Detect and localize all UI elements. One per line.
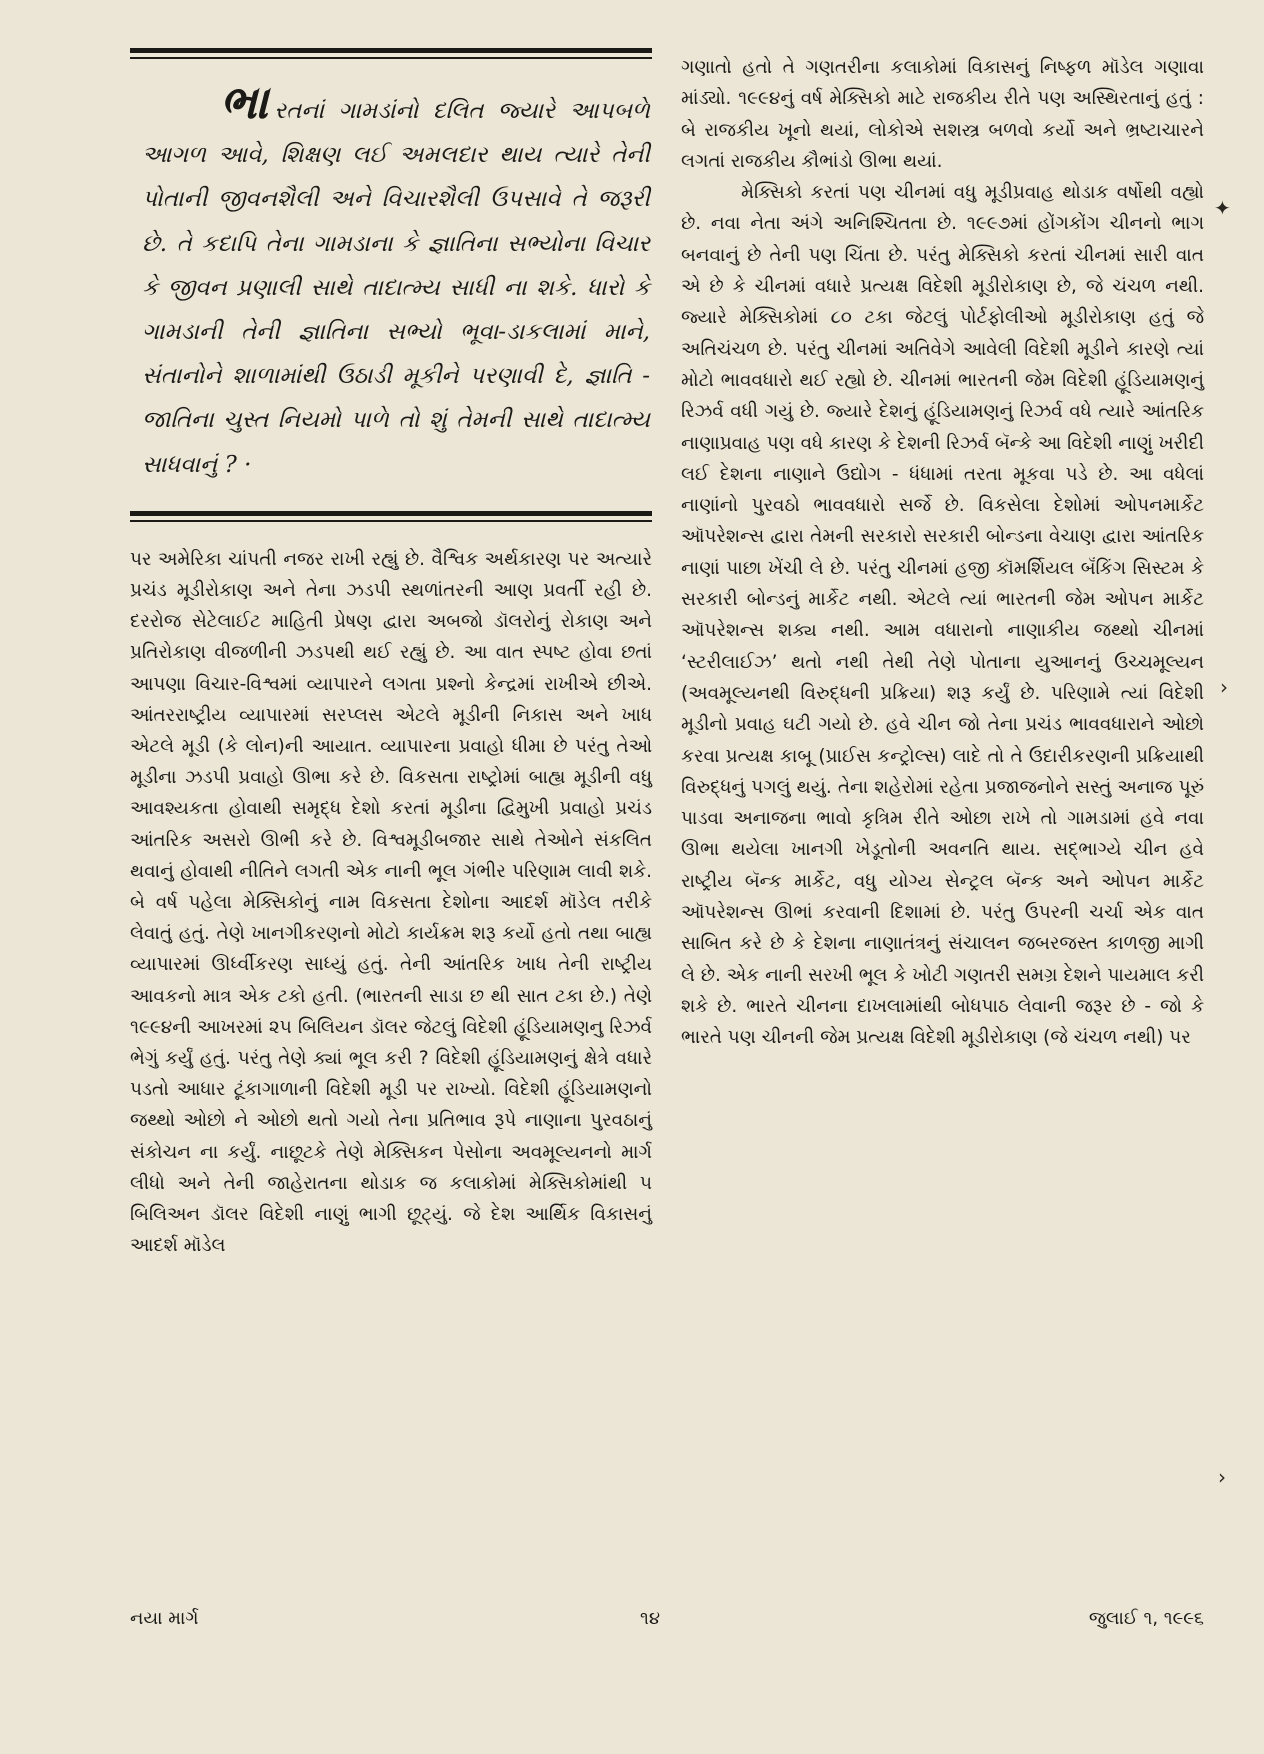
- drop-cap: ભા: [220, 75, 269, 129]
- margin-mark: ✦: [1214, 196, 1231, 220]
- page-footer: [130, 1608, 1204, 1638]
- right-column: [681, 52, 1204, 1054]
- top-rule: [130, 48, 652, 59]
- page-number: ૧૪: [640, 1608, 660, 1629]
- issue-date: જુલાઈ ૧, ૧૯૯૬: [1088, 1608, 1204, 1629]
- left-body-text: પર અમેરિકા ચાંપતી નજર રાખી રહ્યું છે. વૈશ્વિક અર્થકારણ પર અત્યારે પ્રચંડ મૂડીરોકાણ અને તેના ઝડપી સ્થળાંતરની આણ પ્રવર્તી રહી છે. દરરોજ સેટેલાઈટ માહિતી પ્રેષણ દ્વારા અબજો ડૉલરોનું રોકાણ અને પ્રતિરોકાણ વીજળીની ઝડપથી થઈ રહ્યું છે. આ વાત સ્પષ્ટ હોવા છતાં આપણા વિચાર-વિશ્વમાં વ્યાપારને લગતા પ્રશ્નો કેન્દ્રમાં રાખીએ છીએ. આંતરરાષ્ટ્રીય વ્યાપારમાં સરપ્લસ એટલે મૂડીની નિકાસ અને ખાધ એટલે મૂડી (કે લોન)ની આયાત. વ્યાપારના પ્રવાહો ધીમા છે પરંતુ તેઓ મૂડીના ઝડપી પ્રવાહો ઊભા કરે છે. વિકસતા રાષ્ટ્રોમાં બાહ્ય મૂડીની વધુ આવશ્યકતા હોવાથી સમૃદ્ધ દેશો કરતાં મૂડીના દ્વિમુખી પ્રવાહો પ્રચંડ આંતરિક અસરો ઊભી કરે છે. વિશ્વમૂડીબજાર સાથે તેઓને સંકલિત થવાનું હોવાથી નીતિને લગતી એક નાની ભૂલ ગંભીર પરિણામ લાવી શકે. બે વર્ષ પહેલા મેક્સિકોનું નામ વિકસતા દેશોના આદર્શ મૉડેલ તરીકે લેવાતું હતું. તેણે ખાનગીકરણનો મોટો કાર્યક્રમ શરૂ કર્યો હતો તથા બાહ્ય વ્યાપારમાં ઊર્ધ્વીકરણ સાધ્યું હતું. તેની આંતરિક ખાધ તેની રાષ્ટ્રીય આવકનો માત્ર એક ટકો હતી. (ભારતની સાડા છ થી સાત ટકા છે.) તેણે ૧૯૯૪ની આખરમાં ૨૫ બિલિયન ડૉલર જેટલું વિદેશી હૂંડિયામણનુ રિઝર્વ ભેગું કર્યું હતું. પરંતુ તેણે ક્યાં ભૂલ કરી ? વિદેશી હૂંડિયામણનું ક્ષેત્રે વધારે પડતો આધાર ટૂંકાગાળાની વિદેશી મૂડી પર રાખ્યો. વિદેશી હૂંડિયામણનો જથ્થો ઓછો ને ઓછો થતો ગયો તેના પ્રતિભાવ રૂપે નાણાના પુરવઠાનું સંકોચન ના કર્યું. નાછૂટકે તેણે મેક્સિકન પેસોના અવમૂલ્યનનો માર્ગ લીધો અને તેની જાહેરાતના થોડાક જ કલાકોમાં મેક્સિકોમાંથી ૫ બિલિઅન ડૉલર વિદેશી નાણું ભાગી છૂટ્યું. જે દેશ આર્થિક વિકાસનું આદર્શ મૉડેલ: [130, 548, 652, 1257]
- right-body-text: [681, 52, 1204, 1054]
- bottom-rule: [130, 511, 652, 522]
- pull-quote-text: રતનાં ગામડાંનો દલિત જ્યારે આપબળે આગળ આવે, શિક્ષણ લઈ અમલદાર થાય ત્યારે તેની પોતાની જીવનશૈલી અને વિચારશૈલી ઉપસાવે તે જરૂરી છે. તે કદાપિ તેના ગામડાના કે જ્ઞાતિના સભ્યોના વિચાર કે જીવન પ્રણાલી સાથે તાદાત્મ્ય સાધી ના શકે. ધારો કે ગામડાની તેની જ્ઞાતિના સભ્યો ભૂવા-ડાકલામાં માને, સંતાનોને શાળામાંથી ઉઠાડી મૂકીને પરણાવી દે, જ્ઞાતિ - જાતિના ચુસ્ત નિયમો પાળે તો શું તેમની સાથે તાદાત્મ્ય સાધવાનું ? ·: [142, 98, 650, 478]
- margin-mark: ›: [1218, 1465, 1226, 1489]
- paragraph-1: ગણાતો હતો તે ગણતરીના કલાકોમાં વિકાસનું નિષ્ફળ મૉડેલ ગણાવા માંડ્યો. ૧૯૯૪નું વર્ષ મેક્સિકો માટે રાજકીય રીતે પણ અસ્થિરતાનું હતું : બે રાજકીય ખૂનો થયાં, લોકોએ સશસ્ત્ર બળવો કર્યો અને ભ્રષ્ટાચારને લગતાં રાજકીય કૌભાંડો ઊભા થયાં.: [681, 57, 1204, 172]
- paragraph-2: મેક્સિકો કરતાં પણ ચીનમાં વધુ મૂડીપ્રવાહ થોડાક વર્ષોથી વહ્યો છે. નવા નેતા અંગે અનિશ્ચિતતા છે. ૧૯૯૭માં હોંગકોંગ ચીનનો ભાગ બનવાનું છે તેની પણ ચિંતા છે. પરંતુ મેક્સિકો કરતાં ચીનમાં સારી વાત એ છે કે ચીનમાં વધારે પ્રત્યક્ષ વિદેશી મૂડીરોકાણ છે, જે ચંચળ નથી. જ્યારે મેક્સિકોમાં ૮૦ ટકા જેટલું પોર્ટફોલીઓ મૂડીરોકાણ હતું જે અતિચંચળ છે. પરંતુ ચીનમાં અતિવેગે આવેલી વિદેશી મૂડીને કારણે ત્યાં મોટો ભાવવધારો થઈ રહ્યો છે. ચીનમાં ભારતની જેમ વિદેશી હૂંડિયામણનું રિઝર્વ વધી ગયું છે. જ્યારે દેશનું હૂંડિયામણનું રિઝર્વ વધે ત્યારે આંતરિક નાણાપ્રવાહ પણ વધે કારણ કે દેશની રિઝર્વ બૅન્કે આ વિદેશી નાણું ખરીદી લઈ દેશના નાણાને ઉદ્યોગ - ધંધામાં તરતા મૂકવા પડે છે. આ વધેલાં નાણાંનો પુરવઠો ભાવવધારો સર્જે છે. વિકસેલા દેશોમાં ઓપનમાર્કેટ ઑપરેશન્સ દ્વારા તેમની સરકારો સરકારી બોન્ડના વેચાણ દ્વારા આંતરિક નાણાં પાછા ખેંચી લે છે. પરંતુ ચીનમાં હજી કૉમર્શિયલ બૅંકિંગ સિસ્ટમ કે સરકારી બોન્ડનું માર્કેટ નથી. એટલે ત્યાં ભારતની જેમ ઓપન માર્કેટ ઑપરેશન્સ શક્ય નથી. આમ વધારાનો નાણાકીય જથ્થો ચીનમાં ‘સ્ટરીલાઈઝ’ થતો નથી તેથી તેણે પોતાના યુઆનનું ઉચ્ચમૂલ્યન (અવમૂલ્યનથી વિરુદ્ધની પ્રક્રિયા) શરૂ કર્યું છે. પરિણામે ત્યાં વિદેશી મૂડીનો પ્રવાહ ઘટી ગયો છે. હવે ચીન જો તેના પ્રચંડ ભાવવધારાને ઓછો કરવા પ્રત્યક્ષ કાબૂ (પ્રાઈસ કન્ટ્રોલ્સ) લાદે તો તે ઉદારીકરણની પ્રક્રિયાથી વિરુદ્ધનું પગલું થયું. તેના શહેરોમાં રહેતા પ્રજાજનોને સસ્તું અનાજ પૂરું પાડવા અનાજના ભાવો કૃત્રિમ રીતે ઓછા રાખે તો ગામડામાં હવે નવા ઊભા થયેલા ખાનગી ખેડૂતોની અવનતિ થાય. સદ્ભાગ્યે ચીન હવે રાષ્ટ્રીય બૅન્ક માર્કેટ, વધુ યોગ્ય સેન્ટ્રલ બૅન્ક અને ઓપન માર્કેટ ઑપરેશન્સ ઊભાં કરવાની દિશામાં છે. પરંતુ ઉપરની ચર્ચા એક વાત સાબિત કરે છે કે દેશના નાણાતંત્રનું સંચાલન જબરજસ્ત કાળજી માગી લે છે. એક નાની સરખી ભૂલ કે ખોટી ગણતરી સમગ્ર દેશને પાયમાલ કરી શકે છે. ભારતે ચીનના દાખલામાંથી બોધપાઠ લેવાની જરૂર છે - જો કે ભારતે પણ ચીનની જેમ પ્રત્યક્ષ વિદેશી મૂડીરોકાણ (જે ચંચળ નથી) પર: [681, 182, 1204, 1049]
- margin-mark: ›: [1220, 675, 1228, 699]
- publication-name: નયા માર્ગ: [130, 1608, 199, 1629]
- left-column: [130, 48, 652, 1262]
- pull-quote: [142, 75, 650, 487]
